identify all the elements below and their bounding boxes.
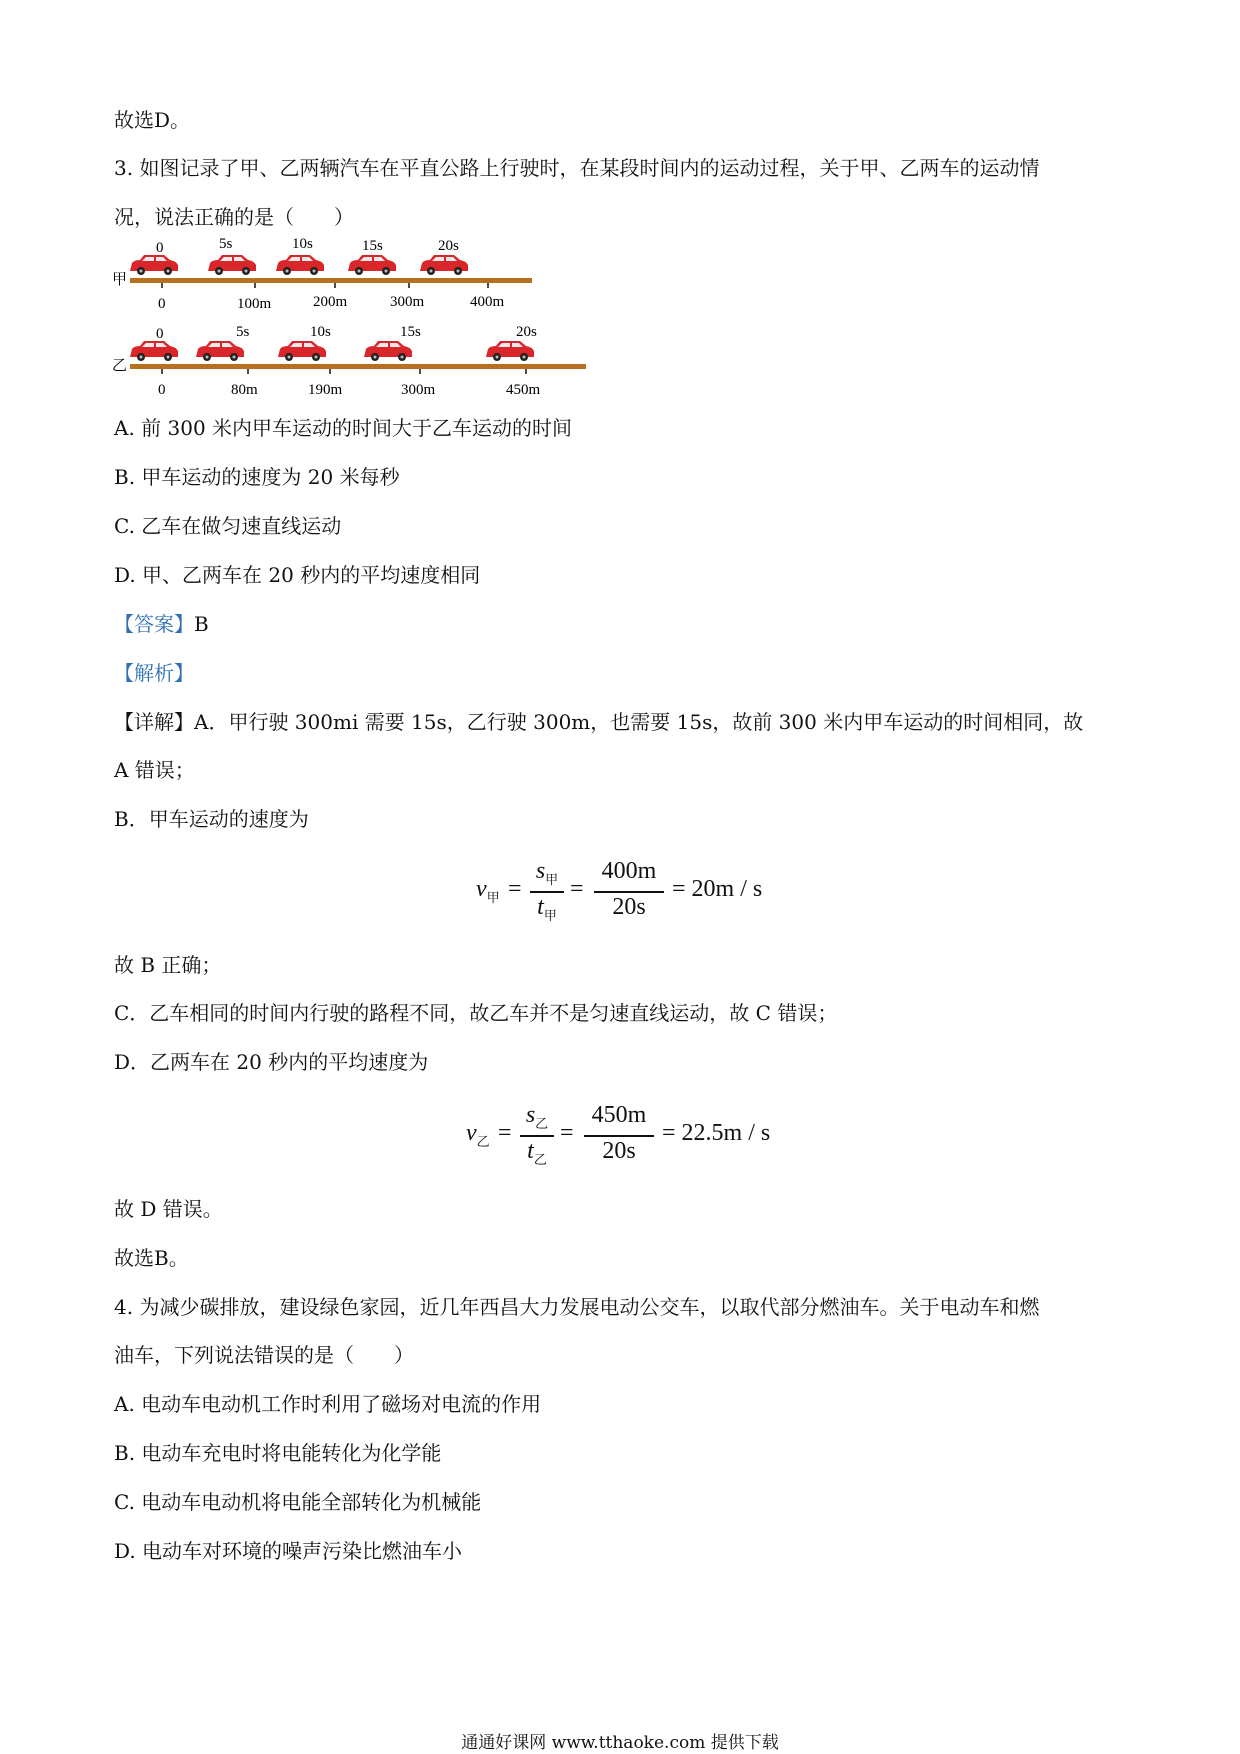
row-b	[112, 324, 586, 398]
dist-a-0: 0	[158, 296, 166, 312]
q4-option-d: D. 电动车对环境的噪声污染比燃油车小	[114, 1539, 463, 1563]
time-b-2: 10s	[310, 324, 331, 340]
dist-a-4: 400m	[470, 294, 505, 310]
car-b-0	[130, 341, 178, 361]
time-a-2: 10s	[292, 236, 313, 252]
car-b-2	[278, 341, 326, 361]
b-correct: 故 B 正确；	[114, 953, 222, 977]
answer-line	[114, 610, 209, 638]
time-a-3: 15s	[362, 238, 383, 254]
time-b-4: 20s	[516, 324, 537, 340]
dist-a-1: 100m	[237, 296, 272, 312]
time-b-1: 5s	[236, 324, 250, 340]
detail-line2: A 错误；	[114, 758, 195, 782]
car-a-4	[420, 255, 468, 275]
q3-option-d: D. 甲、乙两车在 20 秒内的平均速度相同	[114, 563, 481, 587]
car-b-4	[486, 341, 534, 361]
answer-tag: 【答案】	[114, 612, 194, 636]
formula-speed-a: $v_甲$ = $s_甲$ $t_甲$ = 400m 20s = 20m / s	[476, 858, 763, 923]
analysis-tag: 【解析】	[114, 661, 194, 685]
car-a-2	[276, 255, 324, 275]
car-b-1	[196, 341, 244, 361]
car-a-1	[208, 255, 256, 275]
car-a-3	[348, 255, 396, 275]
detail-b: B．甲车运动的速度为	[114, 807, 309, 831]
time-a-1: 5s	[219, 236, 233, 252]
formula-speed-b: $v_乙$ = $s_乙$ $t_乙$ = 450m 20s = 22.5m / s	[466, 1102, 771, 1167]
q4-stem-line2: 油车，下列说法错误的是（ ）	[114, 1343, 414, 1367]
row-a	[112, 236, 532, 312]
q4-option-c: C. 电动车电动机将电能全部转化为机械能	[114, 1490, 482, 1514]
detail-line1: 【详解】A．甲行驶 300mi 需要 15s，乙行驶 300m，也需要 15s，故前 300 米内甲车运动的时间相同，故	[114, 710, 1084, 734]
time-b-3: 15s	[400, 324, 421, 340]
detail-d: D．乙两车在 20 秒内的平均速度为	[114, 1050, 429, 1074]
dist-b-0: 0	[158, 382, 166, 398]
dist-b-1: 80m	[231, 382, 258, 398]
row-a-label: 甲	[112, 272, 128, 288]
q3-stem-line1: 3. 如图记录了甲、乙两辆汽车在平直公路上行驶时，在某段时间内的运动过程，关于甲、乙两车的运动情	[114, 156, 1040, 180]
prev-conclusion: 故选D。	[114, 108, 191, 132]
time-a-4: 20s	[438, 238, 459, 254]
q3-option-c: C. 乙车在做匀速直线运动	[114, 514, 342, 538]
q4-stem-line1: 4. 为减少碳排放，建设绿色家园，近几年西昌大力发展电动公交车，以取代部分燃油车。关于电动车和燃	[114, 1295, 1040, 1319]
time-b-0: 0	[156, 326, 164, 342]
dist-a-3: 300m	[390, 294, 425, 310]
dist-b-3: 300m	[401, 382, 436, 398]
d-wrong: 故 D 错误。	[114, 1197, 223, 1221]
q3-option-a: A. 前 300 米内甲车运动的时间大于乙车运动的时间	[114, 416, 573, 440]
footer: 通通好课网 www.tthaoke.com 提供下载	[461, 1733, 779, 1753]
q3-conclusion: 故选B。	[114, 1246, 189, 1270]
road-a	[130, 278, 532, 283]
answer-value: B	[194, 612, 209, 636]
road-b	[130, 364, 586, 369]
dist-b-2: 190m	[308, 382, 343, 398]
q4-option-b: B. 电动车充电时将电能转化为化学能	[114, 1441, 442, 1465]
dist-b-4: 450m	[506, 382, 541, 398]
q3-option-b: B. 甲车运动的速度为 20 米每秒	[114, 465, 400, 489]
q4-option-a: A. 电动车电动机工作时利用了磁场对电流的作用	[114, 1392, 542, 1416]
row-b-label: 乙	[112, 358, 128, 374]
q3-motion-figure	[108, 236, 588, 406]
car-a-0	[130, 255, 178, 275]
time-a-0: 0	[156, 240, 164, 256]
car-b-3	[364, 341, 412, 361]
dist-a-2: 200m	[313, 294, 348, 310]
q3-stem-line2: 况，说法正确的是（ ）	[114, 205, 354, 229]
detail-c: C．乙车相同的时间内行驶的路程不同，故乙车并不是匀速直线运动，故 C 错误；	[114, 1001, 838, 1025]
